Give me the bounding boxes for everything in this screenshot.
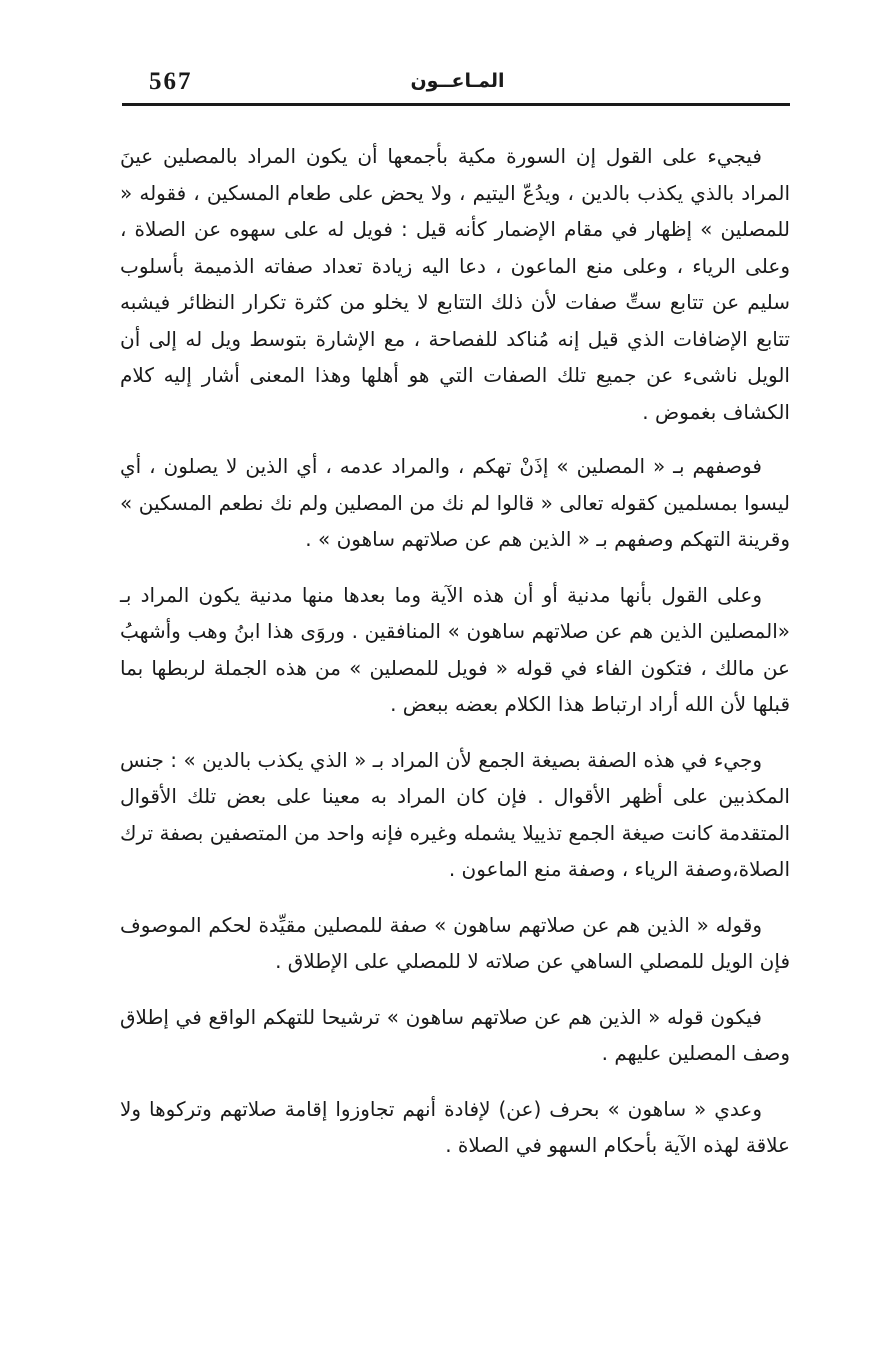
paragraph-2: فوصفهم بـ « المصلين » إذَنْ تهكم ، والمراد عدمه ، أي الذين لا يصلون ، أي ليسوا بمسلمين كقوله تعالى « قالوا لم نك من المصلين ولم نك نطعم المسكين » وقرينة التهكم وصفهم بـ « الذين هم عن صلاتهم ساهون » .	[120, 454, 790, 551]
header-divider	[122, 103, 790, 106]
paragraph-5: وقوله « الذين هم عن صلاتهم ساهون » صفة للمصلين مقيِّدة لحكم الموصوف فإن الويل للمصلي الساهي عن صلاته لا للمصلي على الإطلاق .	[120, 912, 790, 973]
body-text	[120, 138, 790, 1164]
paragraph-1: فيجيء على القول إن السورة مكية بأجمعها أن يكون المراد بالمصلين عينَ المراد بالذي يكذب بالدين ، ويدُعّ اليتيم ، ولا يحض على طعام المسكين ، فقوله « للمصلين » إظهار في مقام الإضمار كأنه قيل : فويل له على سهوه عن الصلاة ، وعلى الرياء ، وعلى منع الماعون ، دعا اليه زيادة تعداد صفاته الذميمة بأسلوب سليم عن تتابع ستِّ صفات لأن ذلك التتابع لا يخلو من كثرة تكرار النظائر فيشبه تتابع الإضافات الذي قيل إنه مُناكد للفصاحة ، مع الإشارة بتوسط ويل له إلى أن الويل ناشىء عن جميع تلك الصفات التي هو أهلها وهذا المعنى أشار إليه كلام الكشاف بغموض .	[120, 144, 790, 424]
paragraph-3: وعلى القول بأنها مدنية أو أن هذه الآية وما بعدها منها مدنية يكون المراد بـ «المصلين الذين هم عن صلاتهم ساهون » المنافقين . وروَى هذا ابنُ وهب وأشهبُ عن مالك ، فتكون الفاء في قوله « فويل للمصلين » من هذه الجملة لربطها بما قبلها لأن الله أراد ارتباط هذا الكلام بعضه ببعض .	[120, 582, 790, 716]
paragraph-7: وعدي « ساهون » بحرف (عن) لإفادة أنهم تجاوزوا إقامة صلاتهم وتركوها ولا علاقة لهذه الآية بأحكام السهو في الصلاة .	[120, 1096, 790, 1157]
paragraph-6: فيكون قوله « الذين هم عن صلاتهم ساهون » ترشيحا للتهكم الواقع في إطلاق وصف المصلين عليهم .	[120, 1004, 790, 1065]
page-header	[125, 62, 790, 102]
page-number: 567	[149, 68, 193, 95]
paragraph-4: وجيء في هذه الصفة بصيغة الجمع لأن المراد بـ « الذي يكذب بالدين » : جنس المكذبين على أظهر الأقوال . فإن كان المراد به معينا على بعض تلك الأقوال المتقدمة كانت صيغة الجمع تذييلا يشمله وغيره فإنه واحد من المتصفين بصفة ترك الصلاة،وصفة الرياء ، وصفة منع الماعون .	[120, 747, 790, 881]
running-title: المـاعــون	[410, 70, 505, 92]
